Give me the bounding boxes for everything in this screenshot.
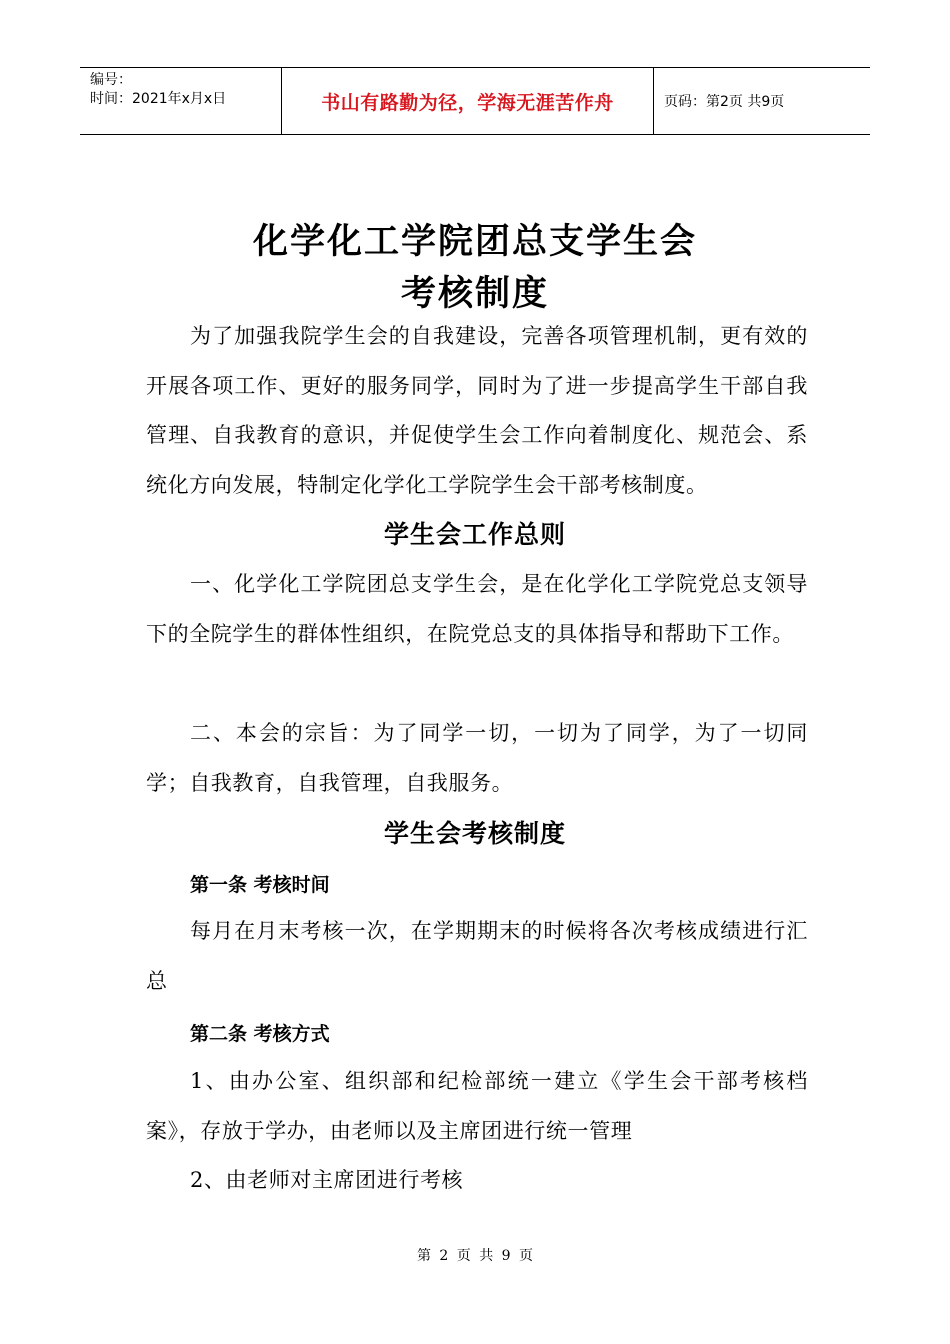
document-time-label: 时间：2021年x月x日: [90, 91, 227, 107]
document-title-line2: 考核制度: [400, 273, 549, 314]
article-title: 第二条 考核方式: [190, 1023, 330, 1045]
document-header: [80, 67, 870, 135]
document-number-label: 编号：: [90, 72, 132, 88]
page-footer: 第 2 页 共 9 页: [416, 1248, 534, 1264]
article-title: 第一条 考核时间: [190, 874, 330, 896]
header-page-info: 页码：第2页 共9页: [664, 94, 785, 110]
general-rule-paragraph: 一、化学化工学院团总支学生会，是在化学化工学院党总支领导下的全院学生的群体性组织，在院党总支的具体指导和帮助下工作。: [146, 572, 808, 646]
article-paragraph: 每月在月末考核一次，在学期期末的时候将各次考核成绩进行汇总: [146, 919, 808, 993]
article-item: 2、由老师对主席团进行考核: [190, 1168, 464, 1192]
intro-paragraph: 为了加强我院学生会的自我建设，完善各项管理机制，更有效的开展各项工作、更好的服务同学，同时为了进一步提高学生干部自我管理、自我教育的意识，并促使学生会工作向着制度化、规范会、系统化方向发展，特制定化学化工学院学生会干部考核制度。: [146, 324, 808, 497]
section-heading-assessment: 学生会考核制度: [383, 819, 566, 848]
header-meta: [80, 68, 282, 134]
article-item: 1、由办公室、组织部和纪检部统一建立《学生会干部考核档案》，存放于学办，由老师以及主席团进行统一管理: [146, 1069, 808, 1143]
section-heading-general-rules: 学生会工作总则: [383, 520, 566, 549]
document-title-line1: 化学化工学院团总支学生会: [252, 221, 697, 262]
general-rule-paragraph: 二、本会的宗旨：为了同学一切，一切为了同学，为了一切同学；自我教育，自我管理，自我服务。: [146, 721, 808, 795]
header-motto: 书山有路勤为径，学海无涯苦作舟: [282, 68, 654, 134]
